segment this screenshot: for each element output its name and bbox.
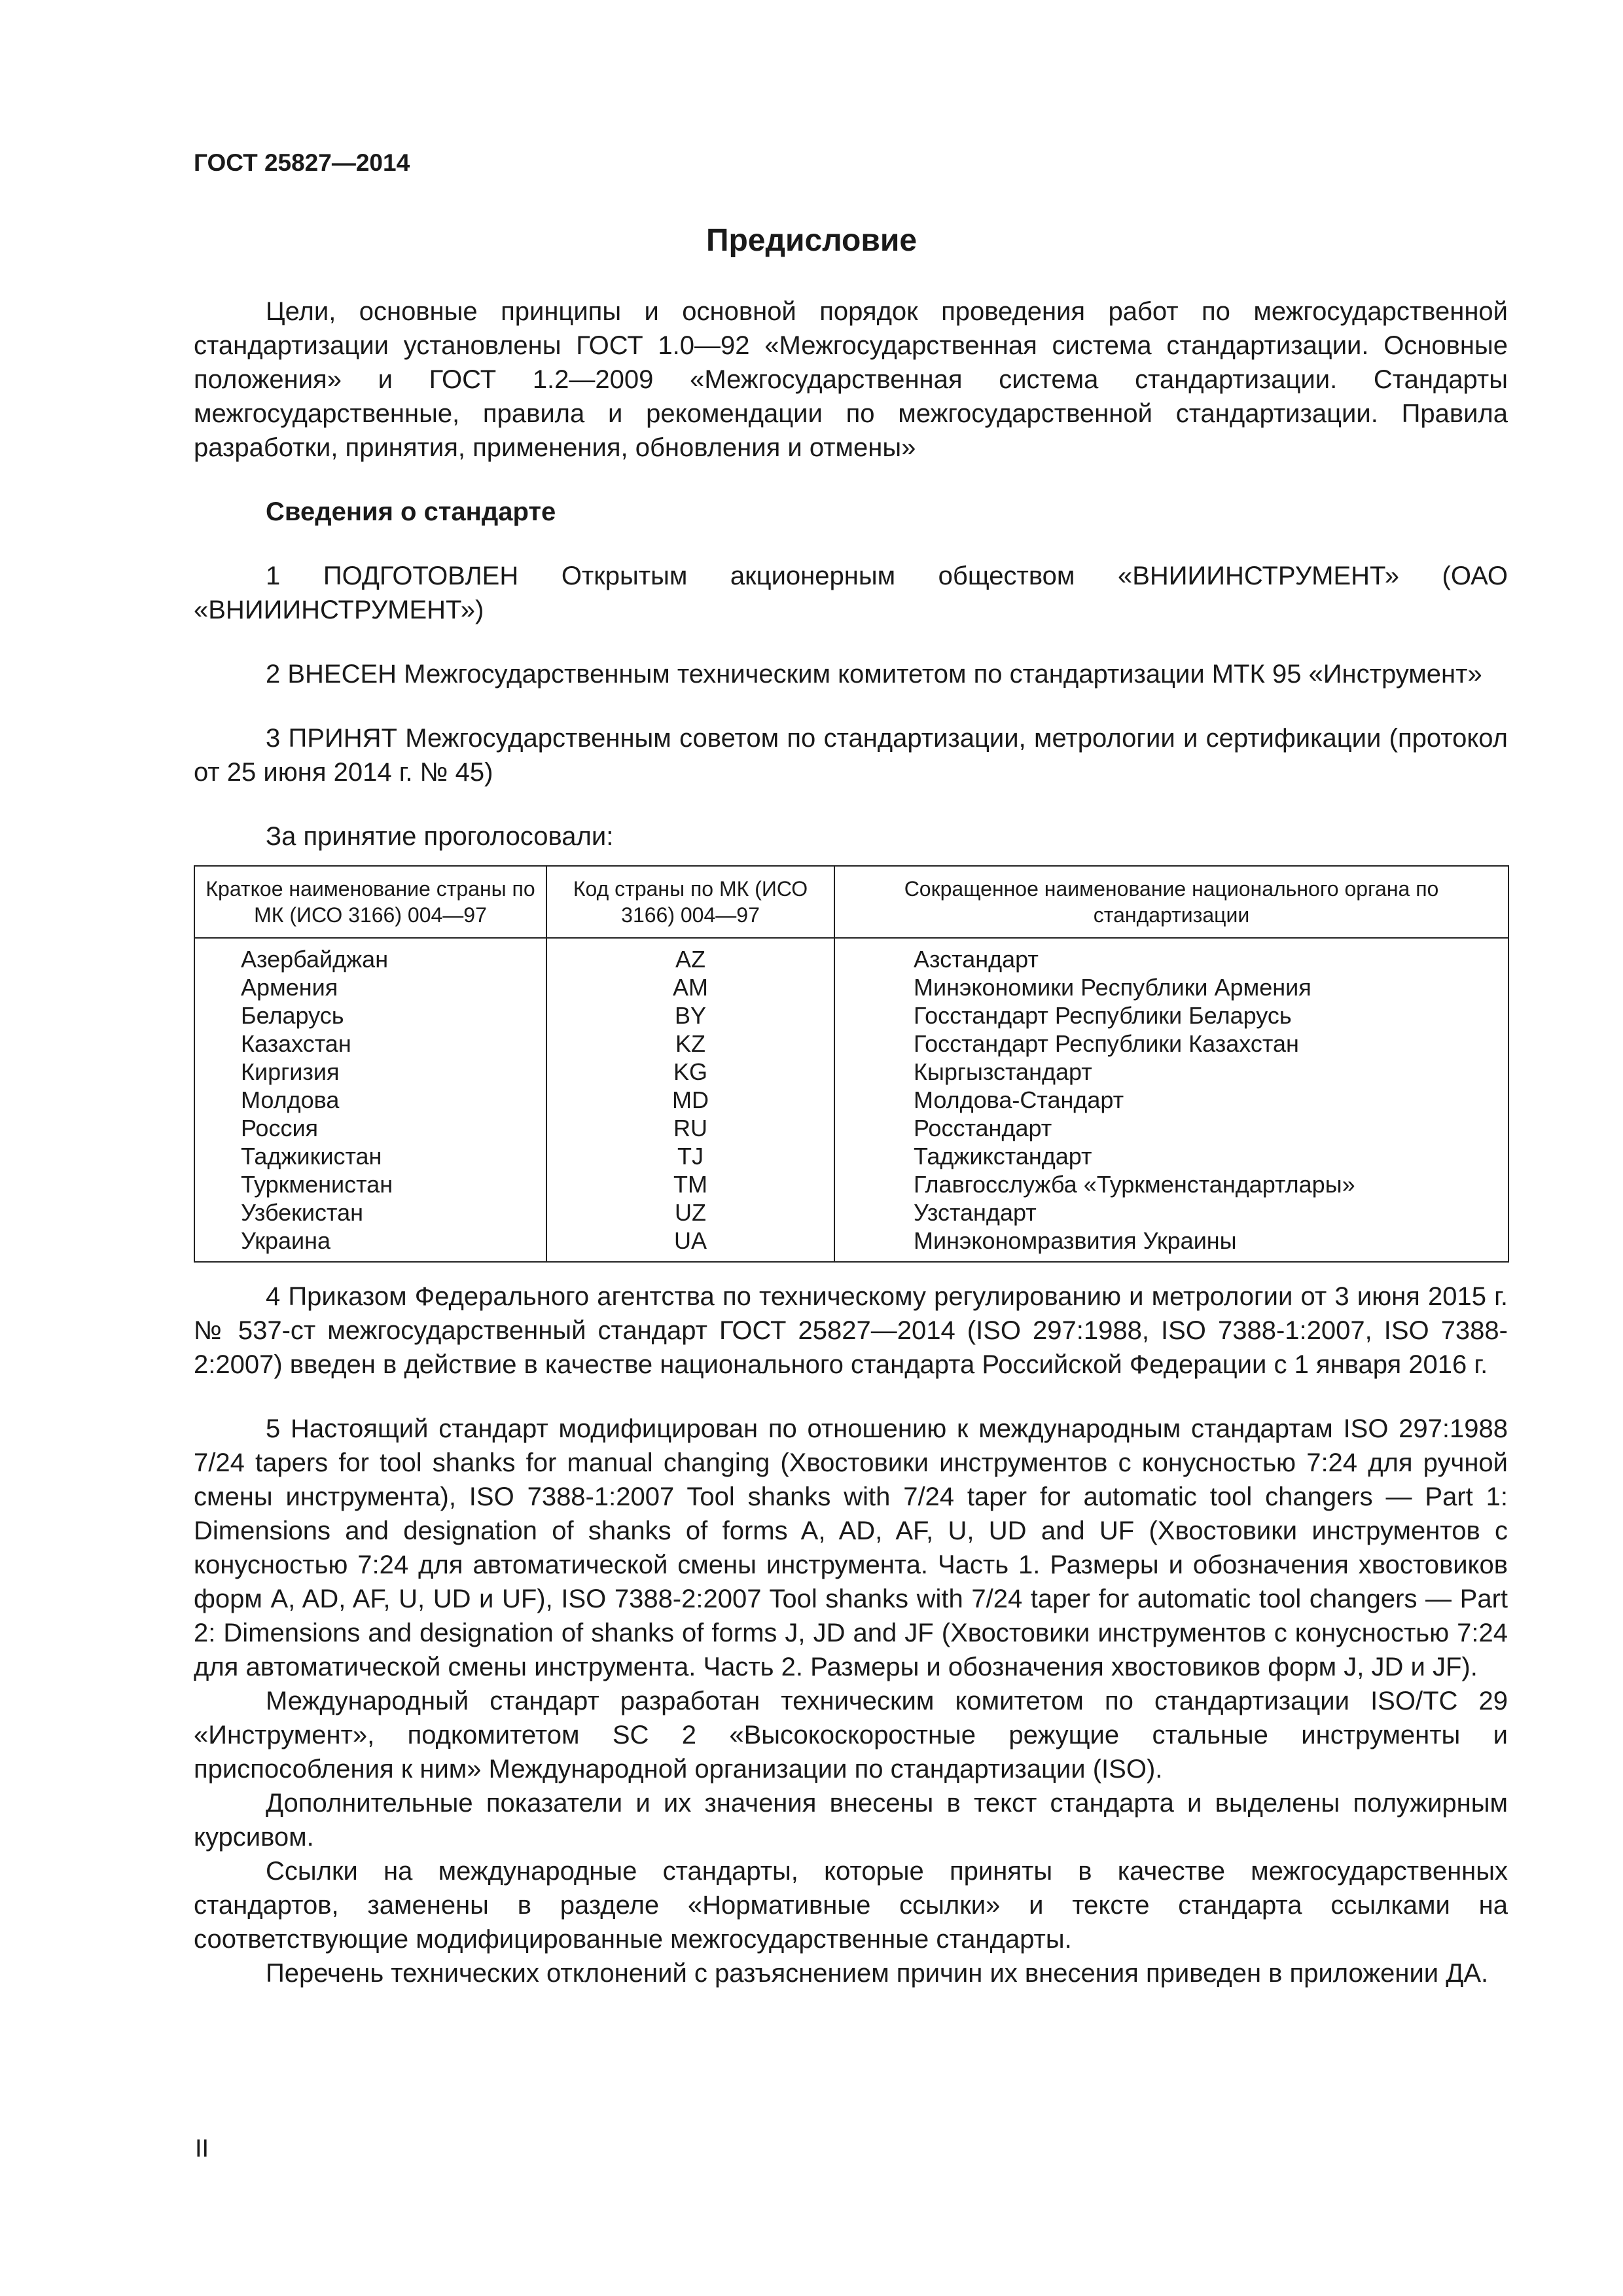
table-row: [194, 1001, 1508, 1030]
cell-country: Азербайджан: [194, 938, 546, 973]
page-number: II: [195, 2135, 209, 2162]
item-adopted: 3 ПРИНЯТ Межгосударственным советом по стандартизации, метрологии и сертификации (протокол от 25 июня 2014 г. № 45): [194, 724, 1508, 787]
column-header-country: Краткое наименование страны по МК (ИСО 3166) 004—97: [194, 866, 546, 938]
cell-body: Молдова-Стандарт: [834, 1086, 1508, 1114]
column-header-code: Код страны по МК (ИСО 3166) 004—97: [546, 866, 834, 938]
cell-body: Госстандарт Республики Беларусь: [834, 1001, 1508, 1030]
item-prepared: 1 ПОДГОТОВЛЕН Открытым акционерным обществом «ВНИИИНСТРУМЕНТ» (ОАО «ВНИИИНСТРУМЕНТ»): [194, 562, 1508, 624]
table-row: [194, 1142, 1508, 1170]
cell-code: KZ: [546, 1030, 834, 1058]
item-5-paragraph-5: Перечень технических отклонений с разъяснением причин их внесения приведен в приложении ДА.: [266, 1959, 1489, 1988]
cell-country: Киргизия: [194, 1058, 546, 1086]
cell-body: Росстандарт: [834, 1114, 1508, 1142]
item-4: 4 Приказом Федерального агентства по техническому регулированию и метрологии от 3 июня 2015 г. № 537-ст межгосударственный стандарт ГОСТ 25827—2014 (ISO 297:1988, ISO 7388-1:2007, ISO 7388-2:2007) введен в действие в качестве национального стандарта Российской Федерации с 1 января 2016 г.: [194, 1282, 1508, 1379]
item-submitted: 2 ВНЕСЕН Межгосударственным техническим комитетом по стандартизации МТК 95 «Инструмент»: [266, 660, 1482, 689]
cell-code: TJ: [546, 1142, 834, 1170]
table-row: [194, 1030, 1508, 1058]
cell-country: Казахстан: [194, 1030, 546, 1058]
table-row: [194, 1114, 1508, 1142]
cell-body: Узстандарт: [834, 1198, 1508, 1227]
cell-code: KG: [546, 1058, 834, 1086]
item-5-paragraph-3: Дополнительные показатели и их значения внесены в текст стандарта и выделены полужирным курсивом.: [194, 1789, 1508, 1852]
section-heading: Сведения о стандарте: [266, 497, 556, 526]
intro-paragraph: Цели, основные принципы и основной порядок проведения работ по межгосударственной стандартизации установлены ГОСТ 1.0—92 «Межгосударственная система стандартизации. Основные положения» и ГОСТ 1.2—2009 «Межгосударственная система стандартизации. Стандарты межгосударственные, правила и рекомендации по межгосударственной стандартизации. Правила разработки, принятия, применения, обновления и отмены»: [194, 297, 1508, 462]
cell-country: Узбекистан: [194, 1198, 546, 1227]
cell-code: UA: [546, 1227, 834, 1262]
cell-body: Минэкономразвития Украины: [834, 1227, 1508, 1262]
table-header-row: [194, 866, 1508, 938]
document-body: [194, 295, 1508, 1990]
cell-code: AZ: [546, 938, 834, 973]
item-5-paragraph-4: Ссылки на международные стандарты, которые приняты в качестве межгосударственных стандартов, заменены в разделе «Нормативные ссылки» и тексте стандарта ссылками на соответствующие модифицированные межгосударственные стандарты.: [194, 1857, 1508, 1954]
item-5-paragraph-1: 5 Настоящий стандарт модифицирован по отношению к международным стандартам ISO 297:1988 7/24 tapers for tool shanks for manual changing (Хвостовики инструментов с конусностью 7:24 для ручной смены инструмента), ISO 7388-1:2007 Tool shanks with 7/24 taper for automatic tool changers — Part 1: Dimensions and designation of shanks of forms A, AD, AF, U, UD and UF (Хвостовики инструментов с конусностью 7:24 для автоматической смены инструмента. Часть 1. Размеры и обозначения хвостовиков форм A, AD, AF, U, UD и UF), ISO 7388-2:2007 Tool shanks with 7/24 taper for automatic tool changers — Part 2: Dimensions and designation of shanks of forms J, JD and JF (Хвостовики инструментов с конусностью 7:24 для автоматической смены инструмента. Часть 2. Размеры и обозначения хвостовиков форм J, JD и JF).: [194, 1414, 1508, 1681]
page-title: Предисловие: [705, 223, 918, 258]
cell-code: AM: [546, 973, 834, 1001]
table-row: [194, 973, 1508, 1001]
cell-country: Армения: [194, 973, 546, 1001]
table-row: [194, 1058, 1508, 1086]
cell-code: RU: [546, 1114, 834, 1142]
cell-country: Молдова: [194, 1086, 546, 1114]
cell-code: TM: [546, 1170, 834, 1198]
cell-body: Госстандарт Республики Казахстан: [834, 1030, 1508, 1058]
item-5-paragraph-2: Международный стандарт разработан техническим комитетом по стандартизации ISO/TC 29 «Инструмент», подкомитетом SC 2 «Высокоскоростные режущие стальные инструменты и приспособления к ним» Международной организации по стандартизации (ISO).: [194, 1687, 1508, 1784]
table-body: [194, 938, 1508, 1262]
cell-code: BY: [546, 1001, 834, 1030]
table-row: [194, 1198, 1508, 1227]
cell-body: Кыргызстандарт: [834, 1058, 1508, 1086]
table-row: [194, 1086, 1508, 1114]
cell-country: Таджикистан: [194, 1142, 546, 1170]
cell-code: MD: [546, 1086, 834, 1114]
table-row: [194, 1227, 1508, 1262]
cell-body: Минэкономики Республики Армения: [834, 973, 1508, 1001]
cell-body: Азстандарт: [834, 938, 1508, 973]
cell-country: Туркменистан: [194, 1170, 546, 1198]
cell-body: Таджикстандарт: [834, 1142, 1508, 1170]
table-row: [194, 1170, 1508, 1198]
cell-country: Беларусь: [194, 1001, 546, 1030]
cell-code: UZ: [546, 1198, 834, 1227]
votes-intro: За принятие проголосовали:: [266, 822, 614, 851]
document-code: ГОСТ 25827—2014: [194, 149, 410, 176]
cell-body: Главгосслужба «Туркменстандартлары»: [834, 1170, 1508, 1198]
cell-country: Украина: [194, 1227, 546, 1262]
table-row: [194, 938, 1508, 973]
column-header-body: Сокращенное наименование национального органа по стандартизации: [834, 866, 1508, 938]
cell-country: Россия: [194, 1114, 546, 1142]
voting-table: [194, 865, 1509, 1263]
